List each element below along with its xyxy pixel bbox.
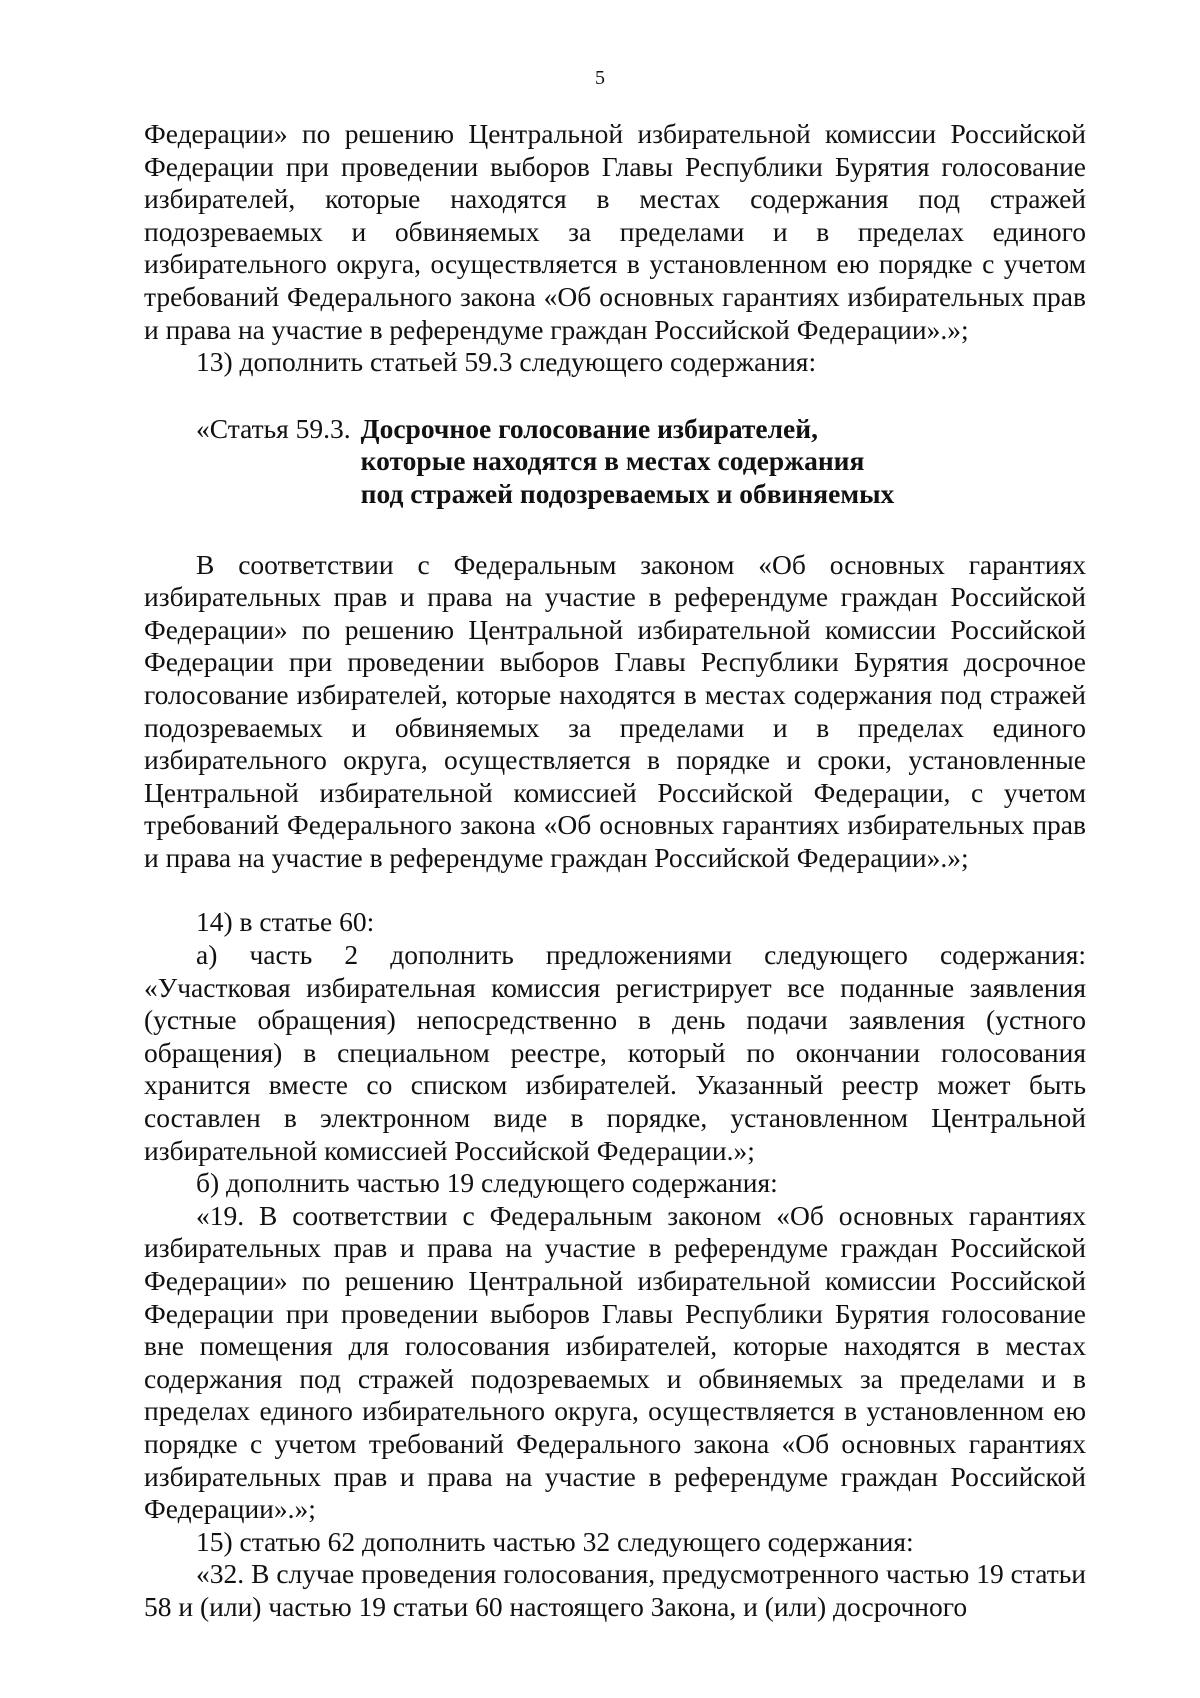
- part-32: «32. В случае проведения голосования, предусмотренного частью 19 статьи 58 и (или) частью 19 статьи 60 настоящего Закона, и (или) досрочного: [144, 1558, 1086, 1622]
- article-number: «Статья 59.3.: [196, 412, 351, 444]
- part-19: «19. В соответствии с Федеральным законом «Об основных гарантиях избирательных прав и права на участие в референдуме граждан Российской Федерации» по решению Центральной избирательной комиссии Российской Федерации при проведении выборов Главы Республики Бурятия голосование вне помещения для голосования избирателей, которые находятся в местах содержания под стражей подозреваемых и обвиняемых за пределами и в пределах единого избирательного округа, осуществляется в установленном ею порядке с учетом требований Федерального закона «Об основных гарантиях избирательных прав и права на участие в референдуме граждан Российской Федерации».»;: [144, 1199, 1086, 1525]
- item-14: 14) в статье 60:: [196, 906, 375, 938]
- article-body: В соответствии с Федеральным законом «Об основных гарантиях избирательных прав и права на участие в референдуме граждан Российской Федерации» по решению Центральной избирательной комиссии Российской Федерации при проведении выборов Главы Республики Бурятия досрочное голосование избирателей, которые находятся в местах содержания под стражей подозреваемых и обвиняемых за пределами и в пределах единого избирательного округа, осуществляется в порядке и сроки, установленные Центральной избирательной комиссией Российской Федерации, с учетом требований Федерального закона «Об основных гарантиях избирательных прав и права на участие в референдуме граждан Российской Федерации».»;: [144, 548, 1086, 873]
- article-title-line: Досрочное голосование избирателей,: [360, 412, 818, 444]
- article-title-line: под стражей подозреваемых и обвиняемых: [360, 477, 895, 509]
- article-heading: [144, 413, 1086, 511]
- item-15: 15) статью 62 дополнить частью 32 следующего содержания:: [196, 1525, 914, 1557]
- article-title: [361, 413, 895, 511]
- document-body: [144, 118, 1086, 1624]
- item-14a: а) часть 2 дополнить предложениями следующего содержания: «Участковая избирательная комиссия регистрирует все поданные заявления (устные обращения) непосредственно в день подачи заявления (устного обращения) в специальном реестре, который по окончании голосования хранится вместе со списком избирателей. Указанный реестр может быть составлен в электронном виде в порядке, установленном Центральной избирательной комиссией Российской Федерации.»;: [144, 939, 1086, 1166]
- article-title-line: которые находятся в местах содержания: [360, 445, 865, 477]
- paragraph-continuation: Федерации» по решению Центральной избирательной комиссии Российской Федерации при проведении выборов Главы Республики Бурятия голосование избирателей, которые находятся в местах содержания под стражей подозреваемых и обвиняемых за пределами и в пределах единого избирательного округа, осуществляется в установленном ею порядке с учетом требований Федерального закона «Об основных гарантиях избирательных прав и права на участие в референдуме граждан Российской Федерации».»;: [144, 118, 1086, 345]
- page-number: 5: [595, 67, 605, 89]
- paragraph-gap: [144, 874, 1086, 906]
- item-13: 13) дополнить статьей 59.3 следующего содержания:: [196, 346, 817, 378]
- item-14b: б) дополнить частью 19 следующего содержания:: [196, 1167, 778, 1199]
